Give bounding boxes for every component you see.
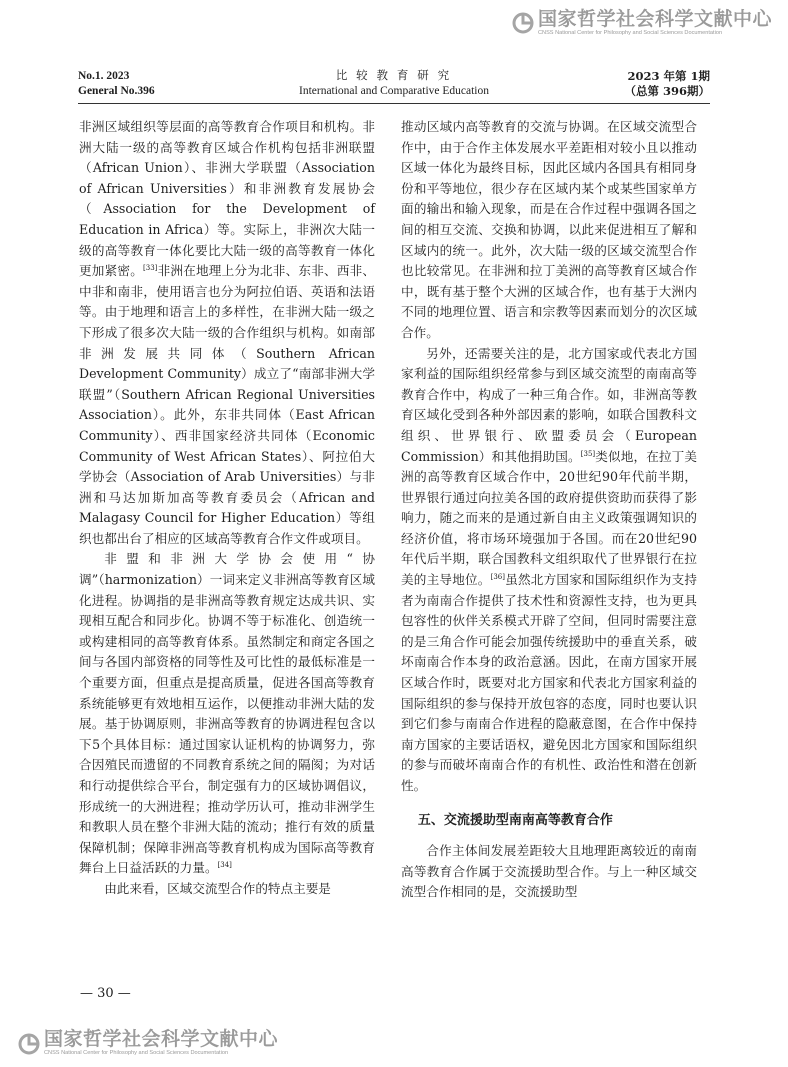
watermark-subtitle: CNSS National Center for Philosophy and Social Sciences Documentation — [44, 1050, 229, 1057]
watermark-title: 国家哲学社会科学文献中心 — [537, 8, 772, 30]
paragraph: 由此来看，区域交流型合作的特点主要是 — [104, 880, 331, 896]
issue-number-cn: 2023 年第 1期 — [627, 69, 710, 83]
journal-title-cn: 比 较 教 育 研 究 — [335, 70, 453, 82]
general-number-cn: （总第 396期） — [624, 84, 710, 98]
citation: [34] — [217, 861, 232, 870]
watermark-subtitle: CNSS National Center for Philosophy and Social Sciences Documentation — [537, 30, 723, 36]
watermark-bottom — [18, 1030, 278, 1057]
left-column — [79, 117, 375, 900]
section-heading: 五、交流援助型南南高等教育合作 — [417, 812, 613, 828]
cnss-logo-icon — [18, 1033, 40, 1055]
issue-info-cn — [624, 69, 710, 99]
paragraph: 另外，还需要关注的是，北方国家或代表北方国家利益的国际组织经常参与到区域交流型的南南高等教育合作中，构成了一种三角合作。如，非洲高等教育区域化受到各种外部因素的影响，如联合国教科文组织、世界银行、欧盟委员会（European Commission）和其他捐助国。[35]类似地，在拉丁美洲的高等教育区域合作中，20世纪90年代前半期，世界银行通过向拉美各国的政府提供资助而获得了影响力，随之而来的是通过新自由主义政策强调知识的经济价值，将市场环境强加于各国。而在20世纪90年代后半期，联合国教科文组织取代了世界银行在拉美的主导地位。[36]虽然北方国家和国际组织作为支持者为南南合作提供了技术性和资源性支持，也为更具包容性的伙伴关系模式开辟了空间，但同时需要注意的是三角合作可能会加强传统援助中的垂直关系，破坏南南合作本身的政治意涵。因此，在南方国家开展区域合作时，既要对北方国家和代表北方国家利益的国际组织的参与保持开放包容的态度，同时也要认识到它们参与南南合作进程的隐蔽意图，在合作中保持南方国家的主要话语权，避免因北方国家和国际组织的参与而破坏南南合作的有机性、政治性和潜在创新性。 — [401, 345, 698, 793]
watermark-top — [512, 10, 772, 37]
journal-title — [78, 69, 710, 99]
paragraph: 非洲区域组织等层面的高等教育合作项目和机构。非洲大陆一级的高等教育区域合作机构包括非洲联盟（African Union）、非洲大学联盟（Association of African Universities）和非洲教育发展协会（Association for the Development of Education in Africa）等。实际上，非洲次大陆一级的高等教育一体化要比大陆一级的高等教育一体化更加紧密。[33]非洲在地理上分为北非、东非、西非、中非和南非，使用语言也分为阿拉伯语、英语和法语等。由于地理和语言上的多样性，在非洲大陆一级之下形成了很多次大陆一级的合作组织与机构。如南部非洲发展共同体（Southern African Development Community）成立了“南部非洲大学联盟”（Southern African Regional Universities Association）。此外，东非共同体（East African Community）、西非国家经济共同体（Economic Community of West African States）、阿拉伯大学协会（Association of Arab Universities）与非洲和马达加斯加高等教育委员会（African and Malagasy Council for Higher Education）等组织也都出台了相应的区域高等教育合作文件或项目。 — [79, 119, 376, 546]
paragraph: 合作主体间发展差距较大且地理距离较近的南南高等教育合作属于交流援助型合作。与上一种区域交流型合作相同的是，交流援助型 — [401, 843, 697, 900]
cnss-logo-icon — [512, 12, 534, 34]
issue-number: No.1. 2023 — [78, 70, 130, 82]
citation: [36] — [490, 573, 505, 582]
citation: [35] — [580, 449, 596, 458]
journal-title-en: International and Comparative Education — [298, 85, 489, 97]
paragraph: 非盟和非洲大学协会使用“协调”（harmonization）一词来定义非洲高等教育区域化进程。协调指的是非洲高等教育规定达成共识、实现相互配合和同步化。协调不等于标准化、创造统一或构建相同的高等教育体系。虽然制定和商定各国之间与各国内部资格的同等性及可比性的最低标准是一个重要方面，但重点是提高质量，促进各国高等教育系统能够更有效地相互运作，以便推动非洲大陆的发展。基于协调原则，非洲高等教育的协调进程包含以下5个具体目标：通过国家认证机构的协调努力，弥合因殖民而遗留的不同教育系统之间的隔阂；为对话和行动提供综合平台，制定强有力的区域协调倡议，形成统一的大洲进程；推动学历认可，推动非洲学生和教职人员在整个非洲大陆的流动；推行有效的质量保障机制；保障非洲高等教育机构成为国际高等教育舞台上日益活跃的力量。[34] — [79, 551, 375, 876]
general-number: General No.396 — [78, 85, 155, 97]
watermark-title: 国家哲学社会科学文献中心 — [44, 1028, 279, 1051]
right-column — [401, 117, 697, 903]
running-header — [78, 69, 710, 104]
paragraph: 推动区域内高等教育的交流与协调。在区域交流型合作中，由于合作主体发展水平差距相对较小且以推动区域一体化为最终目标，因此区域内各国具有相同身份和平等地位，很少存在区域内某个或某些国家单方面的输出和输入现象，而是在合作过程中强调各国之间的相互交流、交换和协调，以此来促进相互了解和区域内的统一。此外，次大陆一级的区域交流型合作也比较常见。在非洲和拉丁美洲的高等教育区域合作中，既有基于整个大洲的区域合作，也有基于大洲内不同的地理位置、语言和宗教等因素而划分的次区域合作。 — [401, 119, 697, 340]
citation: [33] — [143, 264, 158, 273]
page-number: — 30 — — [80, 986, 131, 1001]
